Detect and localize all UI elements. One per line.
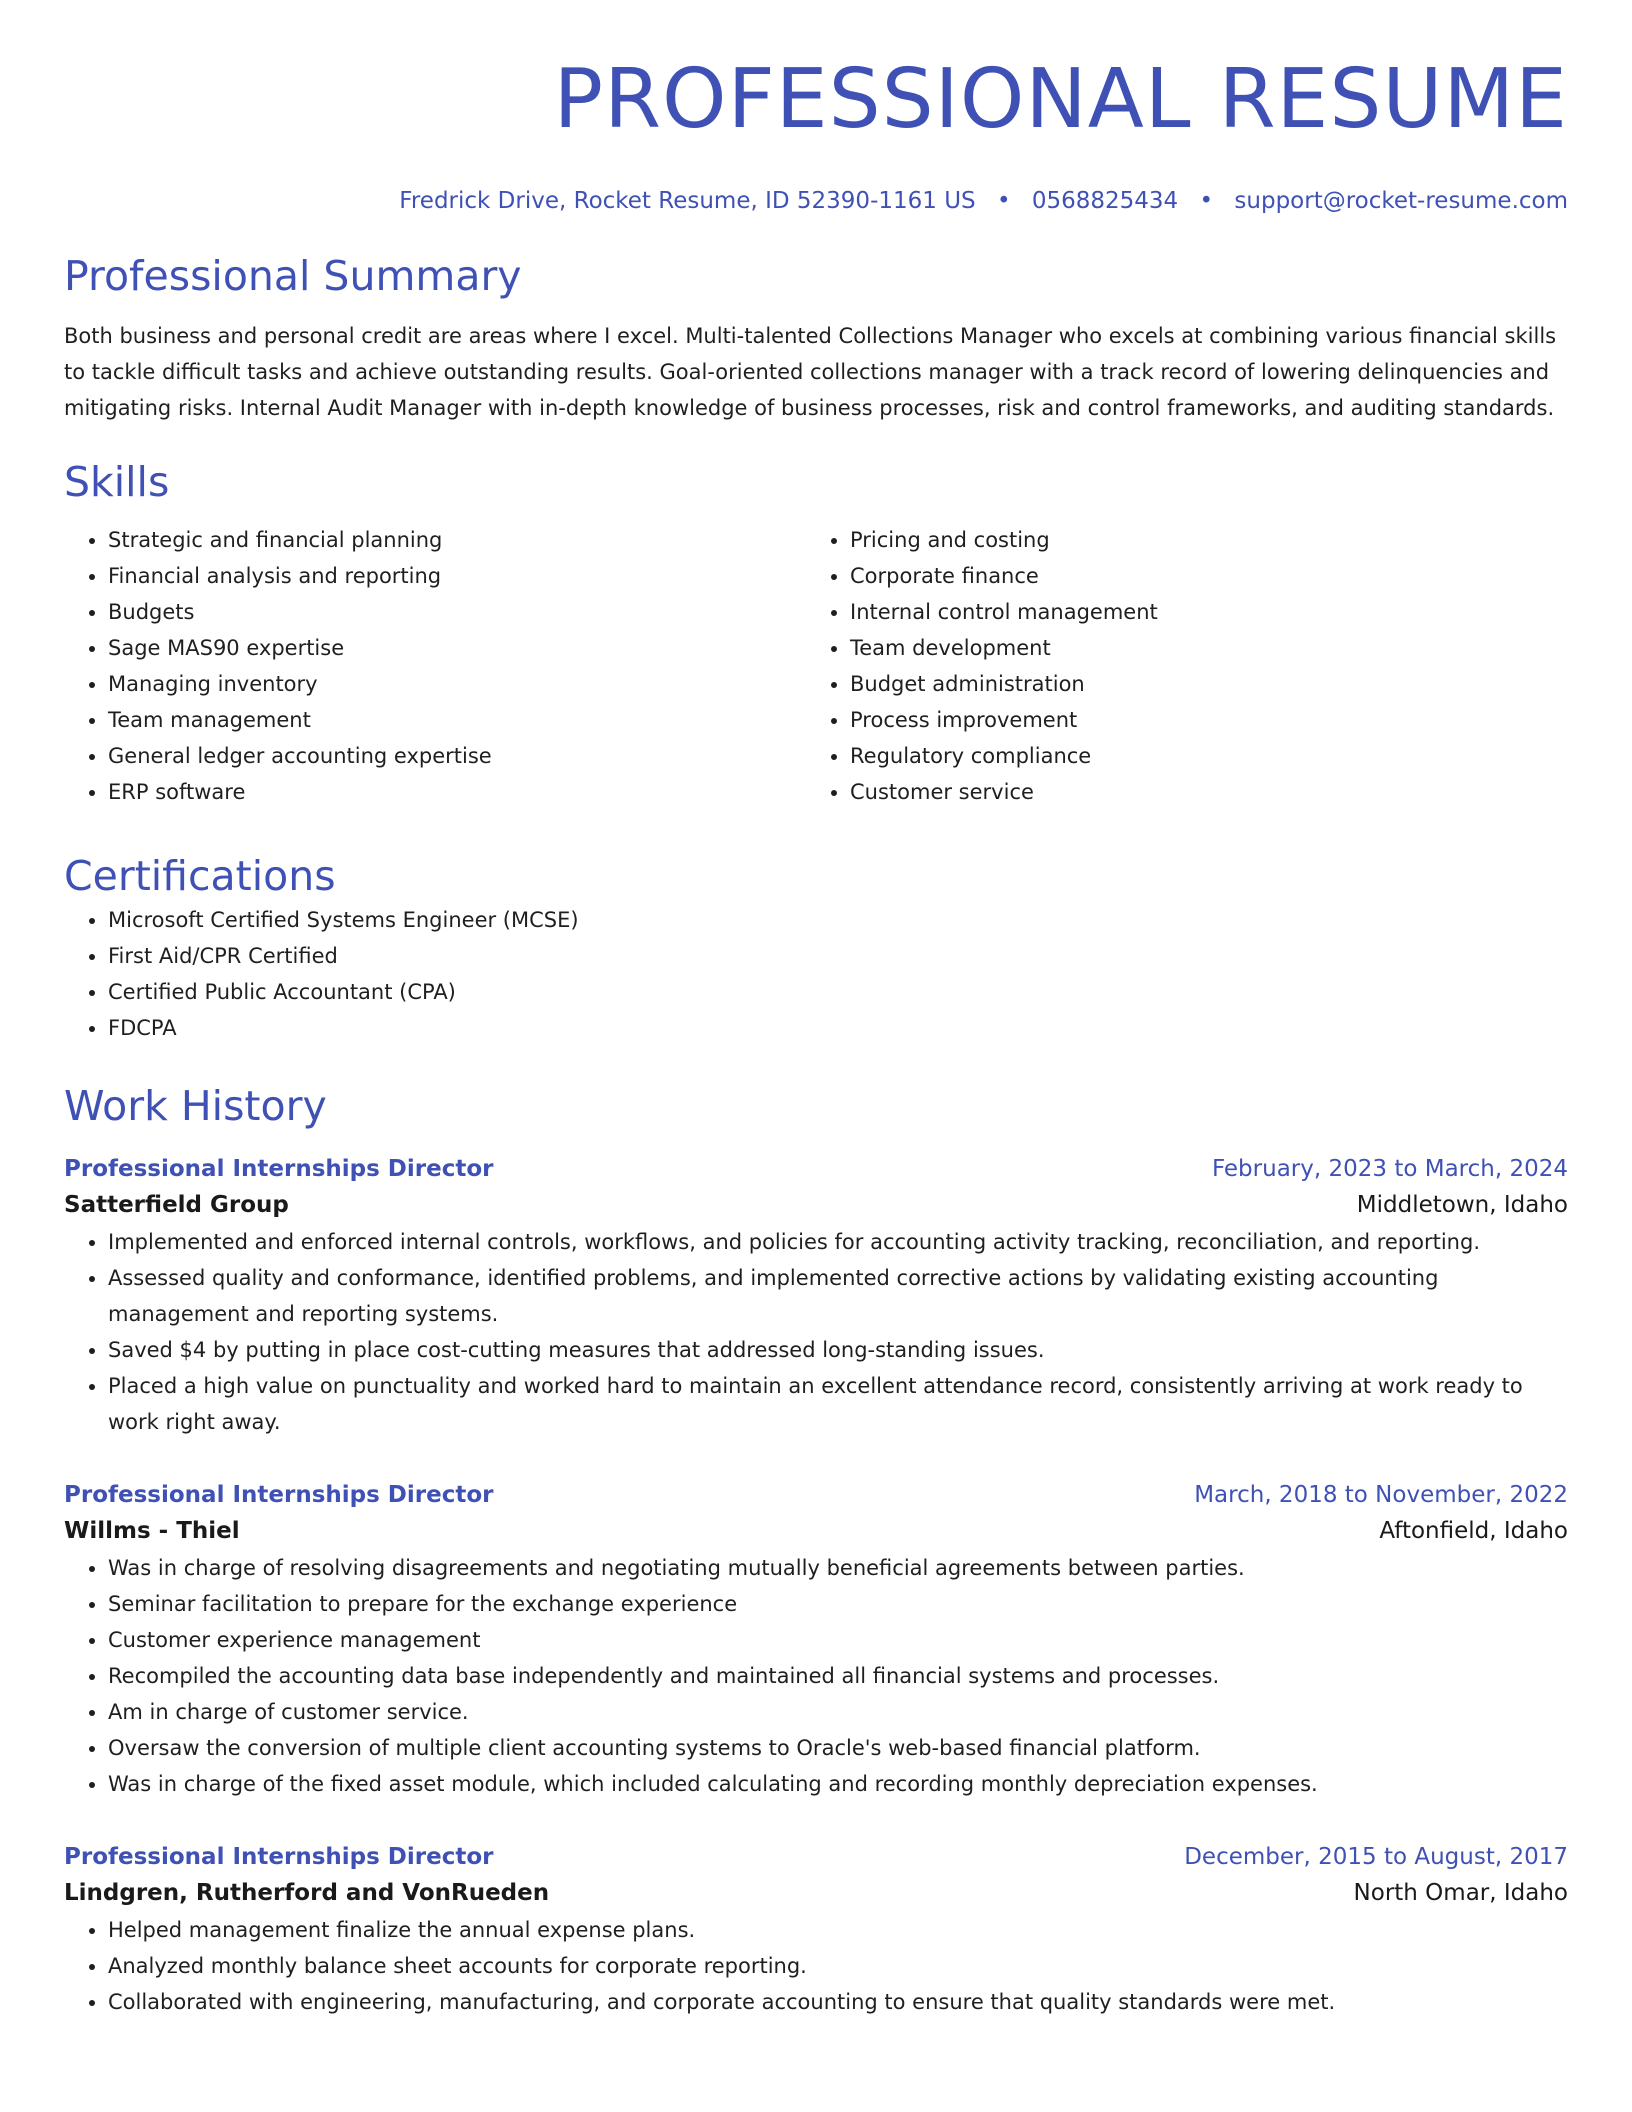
skill-item: • Managing inventory [108,666,806,702]
job-role: Professional Internships Director [64,1156,494,1182]
job-bullet: • Recompiled the accounting data base independently and maintained all financial systems and processes. [108,1658,1568,1694]
skill-item: • Internal control management [850,594,1566,630]
job-bullet: • Analyzed monthly balance sheet accounts for corporate reporting. [108,1948,1568,1984]
certification-item: • First Aid/CPR Certified [108,938,1568,974]
job-company: Lindgren, Rutherford and VonRueden [64,1880,550,1906]
job-bullet: • Collaborated with engineering, manufacturing, and corporate accounting to ensure that quality standards were met. [108,1984,1568,2020]
certifications-heading: Certifications [64,852,336,900]
job-bullets [64,1550,1568,1802]
job-header-row [64,1152,1568,1186]
certification-item: • FDCPA [108,1010,1568,1046]
job-bullet: • Was in charge of the fixed asset module, which included calculating and recording monthly depreciation expenses. [108,1766,1568,1802]
job-location: Aftonfield, Idaho [1379,1518,1568,1544]
skills-column-right [806,522,1566,810]
resume-title: PROFESSIONAL RESUME [553,52,1568,147]
skill-item: • Financial analysis and reporting [108,558,806,594]
skills-list-left [64,522,806,810]
skill-item: • General ledger accounting expertise [108,738,806,774]
job-location: North Omar, Idaho [1353,1880,1568,1906]
job-role: Professional Internships Director [64,1844,494,1870]
job-bullet: • Implemented and enforced internal controls, workflows, and policies for accounting activity tracking, reconciliation, and reporting. [108,1224,1568,1260]
job-company-row [64,1874,1568,1912]
job-bullet: • Assessed quality and conformance, identified problems, and implemented corrective actions by validating existing accounting management and reporting systems. [108,1260,1568,1332]
skill-item: • Pricing and costing [850,522,1566,558]
job-company: Satterfield Group [64,1192,289,1218]
contact-separator: • [996,188,1011,214]
summary-heading: Professional Summary [64,252,522,300]
job-dates: February, 2023 to March, 2024 [1211,1156,1568,1182]
skill-item: • Regulatory compliance [850,738,1566,774]
job-entry [64,1478,1568,1802]
skill-item: • Sage MAS90 expertise [108,630,806,666]
job-bullet: • Am in charge of customer service. [108,1694,1568,1730]
skills-list-right [806,522,1566,810]
job-bullet: • Placed a high value on punctuality and worked hard to maintain an excellent attendance record, consistently arriving at work ready to work right away. [108,1368,1568,1440]
skill-item: • ERP software [108,774,806,810]
contact-address: Fredrick Drive, Rocket Resume, ID 52390-1161 US [399,188,976,214]
job-entry [64,1840,1568,2020]
certification-item: • Certified Public Accountant (CPA) [108,974,1568,1010]
contact-email: support@rocket-resume.com [1234,188,1568,214]
skill-item: • Budget administration [850,666,1566,702]
job-bullet: • Was in charge of resolving disagreements and negotiating mutually beneficial agreements between parties. [108,1550,1568,1586]
skill-item: • Budgets [108,594,806,630]
job-bullet: • Saved $4 by putting in place cost-cutting measures that addressed long-standing issues. [108,1332,1568,1368]
skill-item: • Strategic and financial planning [108,522,806,558]
job-location: Middletown, Idaho [1356,1192,1568,1218]
work-history-heading: Work History [64,1082,327,1130]
contact-separator: • [1199,188,1214,214]
job-dates: March, 2018 to November, 2022 [1194,1482,1568,1508]
job-bullet: • Helped management finalize the annual expense plans. [108,1912,1568,1948]
skills-grid [64,522,1568,810]
job-company-row [64,1512,1568,1550]
job-dates: December, 2015 to August, 2017 [1184,1844,1568,1870]
contact-line [64,186,1568,216]
contact-phone: 0568825434 [1031,188,1179,214]
job-company: Willms - Thiel [64,1518,240,1544]
skill-item: • Team management [108,702,806,738]
skill-item: • Corporate finance [850,558,1566,594]
job-header-row [64,1478,1568,1512]
certifications-list [64,902,1568,1046]
certification-item: • Microsoft Certified Systems Engineer (MCSE) [108,902,1568,938]
skill-item: • Customer service [850,774,1566,810]
job-entry [64,1152,1568,1440]
summary-text: Both business and personal credit are areas where I excel. Multi-talented Collections Manager who excels at combining various financial skills to tackle difficult tasks and achieve outstanding results. Goal-oriented collections manager with a track record of lowering delinquencies and mitigating risks. Internal Audit Manager with in-depth knowledge of business processes, risk and control frameworks, and auditing standards. [64,324,1557,420]
job-role: Professional Internships Director [64,1482,494,1508]
job-bullets [64,1912,1568,2020]
skill-item: • Team development [850,630,1566,666]
job-bullet: • Seminar facilitation to prepare for the exchange experience [108,1586,1568,1622]
skills-column-left [64,522,806,810]
job-company-row [64,1186,1568,1224]
job-bullet: • Oversaw the conversion of multiple client accounting systems to Oracle's web-based financial platform. [108,1730,1568,1766]
job-bullets [64,1224,1568,1440]
skills-heading: Skills [64,458,170,506]
job-header-row [64,1840,1568,1874]
job-bullet: • Customer experience management [108,1622,1568,1658]
skill-item: • Process improvement [850,702,1566,738]
